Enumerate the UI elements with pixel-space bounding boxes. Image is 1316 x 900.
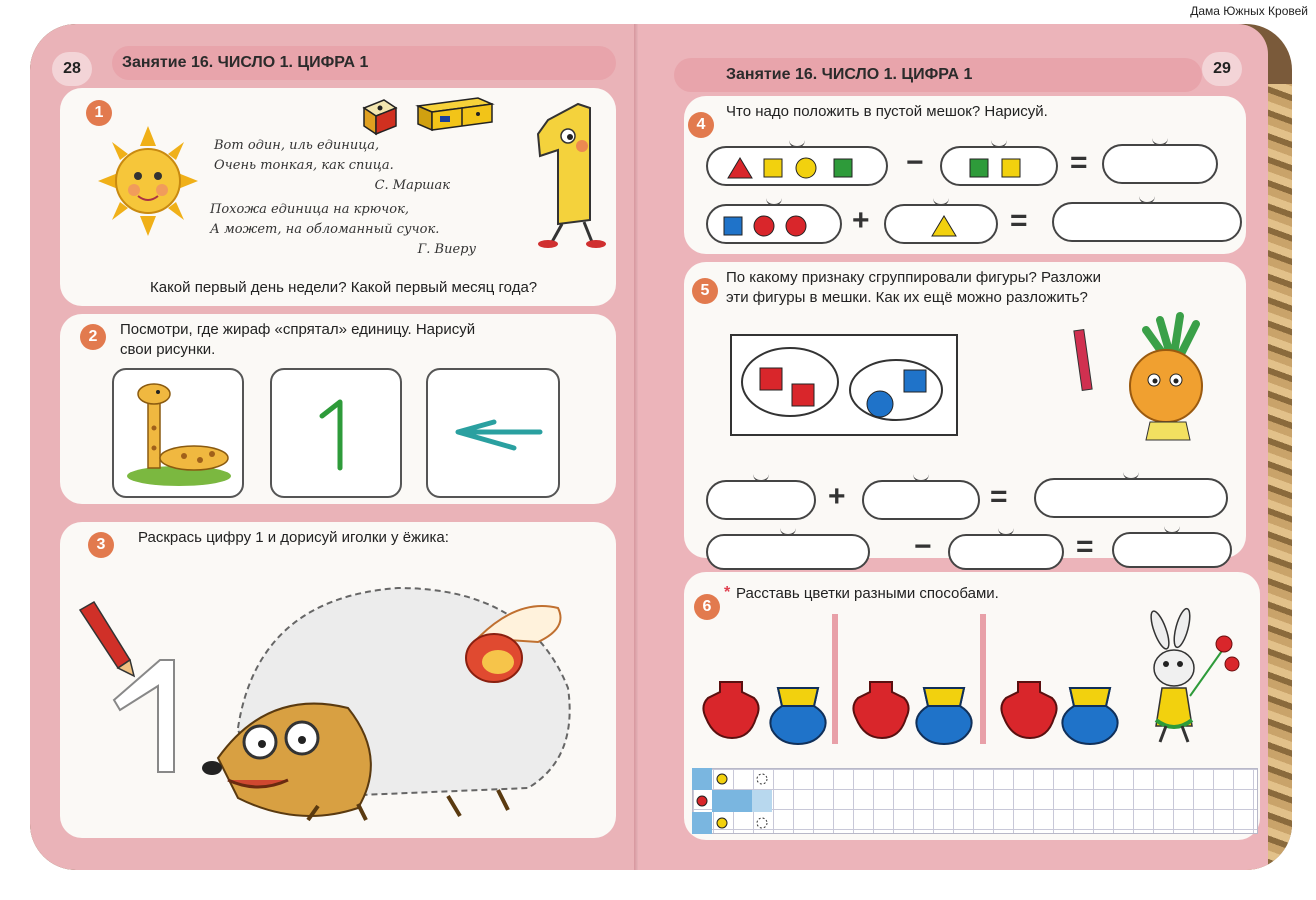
task-5-card (684, 262, 1246, 563)
sun-illustration (98, 126, 198, 236)
pencil-and-one-outline (74, 600, 194, 780)
bag-shapes-3 (706, 204, 842, 244)
equals-sign: = (1010, 204, 1028, 237)
lesson-header-left (112, 46, 616, 80)
poem-author: С. Маршак (374, 178, 450, 193)
task-4-text: Что надо положить в пустой мешок? Нарисуй. (726, 103, 1048, 120)
poem-vieru (210, 200, 480, 260)
minus-sign: − (906, 146, 924, 179)
task-6-text: Расставь цветки разными способами. (736, 585, 999, 602)
task-4-card (684, 96, 1246, 254)
plus-sign: + (828, 480, 846, 513)
equals-sign: = (1076, 530, 1094, 563)
line-drawing-frame (426, 368, 560, 498)
task-1-card (60, 88, 616, 306)
task-number: 3 (88, 532, 114, 558)
right-page (638, 24, 1268, 870)
green-one-drawing (312, 398, 362, 474)
dice-illustration (360, 96, 400, 136)
poem-line: Похожа единица на крючок, (210, 202, 409, 217)
bunny-illustration (1136, 608, 1246, 748)
lesson-title: Занятие 16. ЧИСЛО 1. ЦИФРА 1 (726, 66, 973, 83)
task-number: 6 (694, 594, 720, 620)
task-3-card (60, 522, 616, 838)
page-number-left: 28 (52, 52, 92, 86)
task-number: 1 (86, 100, 112, 126)
onion-character-illustration (1070, 310, 1210, 440)
poem-author: Г. Виеру (417, 242, 476, 257)
task-number: 5 (692, 278, 718, 304)
task-2-card (60, 314, 616, 504)
lesson-header-right (674, 58, 1202, 92)
empty-bag-6[interactable] (706, 534, 870, 570)
author-watermark: Дама Южных Кровей (1190, 4, 1308, 18)
task-text-line: Посмотри, где жираф «спрятал» единицу. Нарисуй (120, 321, 476, 338)
poem-marshak (214, 136, 454, 196)
lesson-title: Занятие 16. ЧИСЛО 1. ЦИФРА 1 (122, 54, 369, 71)
empty-bag-1[interactable] (1102, 144, 1218, 184)
empty-bag-5[interactable] (1034, 478, 1228, 518)
empty-bag-3[interactable] (706, 480, 816, 520)
giraffe-frame (112, 368, 244, 498)
poem-line: Очень тонкая, как спица. (214, 158, 394, 173)
number-one-frame (270, 368, 402, 498)
grouped-shapes-box (730, 334, 958, 436)
optional-star: * (724, 584, 731, 601)
empty-bag-8[interactable] (1112, 532, 1232, 568)
task-6-card (684, 572, 1260, 840)
poem-line: Вот один, иль единица, (214, 138, 380, 153)
bag-shapes-2 (940, 146, 1058, 186)
task-3-text: Раскрась цифру 1 и дорисуй иголки у ёжика: (138, 529, 449, 546)
task-2-text (120, 320, 475, 360)
equals-sign: = (1070, 146, 1088, 179)
number-one-character (518, 100, 608, 250)
empty-bag-4[interactable] (862, 480, 980, 520)
task-text-line: По какому признаку сгруппировали фигуры? Разложи (726, 269, 1101, 286)
bag-shapes-4 (884, 204, 998, 244)
shapes-row (930, 214, 960, 238)
equals-sign: = (990, 480, 1008, 513)
pattern-cells (692, 768, 792, 834)
task-number: 4 (688, 112, 714, 138)
vases-row (698, 672, 1138, 754)
empty-bag-2[interactable] (1052, 202, 1242, 242)
task-5-text (726, 268, 1101, 308)
poem-line: А может, на обломанный сучок. (210, 222, 440, 237)
hedgehog-illustration (198, 558, 598, 828)
shapes-row (968, 156, 1038, 180)
empty-bag-7[interactable] (948, 534, 1064, 570)
shapes-row (726, 156, 876, 180)
page-number-right: 29 (1202, 52, 1242, 86)
site-watermark: RECOMMEND.RU (1205, 878, 1306, 892)
domino-illustration (416, 96, 494, 132)
shapes-row (722, 214, 832, 238)
task-number: 2 (80, 324, 106, 350)
workbook-spread (30, 24, 1292, 870)
task-text-line: свои рисунки. (120, 341, 216, 358)
bag-shapes-1 (706, 146, 888, 186)
giraffe-illustration (124, 378, 234, 490)
task-text-line: эти фигуры в мешки. Как их ещё можно разложить? (726, 289, 1088, 306)
teal-stroke-drawing (454, 418, 544, 454)
task-1-question: Какой первый день недели? Какой первый месяц года? (150, 279, 538, 296)
minus-sign: − (914, 530, 932, 563)
left-page (30, 24, 642, 870)
plus-sign: + (852, 204, 870, 237)
